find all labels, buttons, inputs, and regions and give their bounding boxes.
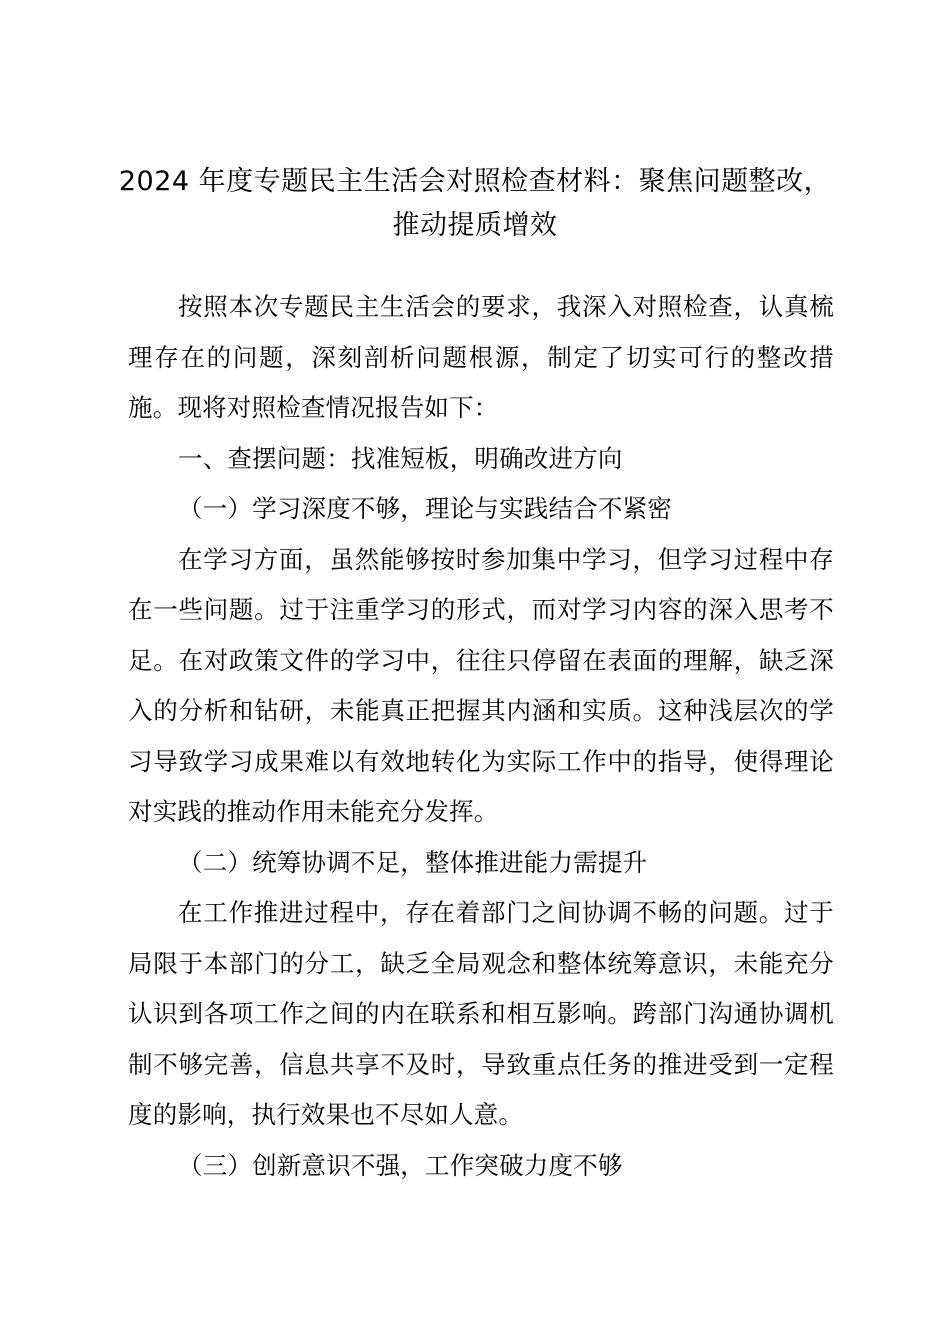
document-body (128, 282, 834, 1191)
subsection-paragraph-1: 在学习方面，虽然能够按时参加集中学习，但学习过程中存在一些问题。过于注重学习的形式，而对学习内容的深入思考不足。在对政策文件的学习中，往往只停留在表面的理解，缺乏深入的分析和钻研，未能真正把握其内涵和实质。这种浅层次的学习导致学习成果难以有效地转化为实际工作中的指导，使得理论对实践的推动作用未能充分发挥。 (128, 544, 834, 826)
section-heading-1: 一、查摆问题：找准短板，明确改进方向 (178, 443, 623, 473)
intro-paragraph: 按照本次专题民主生活会的要求，我深入对照检查，认真梳理存在的问题，深刻剖析问题根源，制定了切实可行的整改措施。现将对照检查情况报告如下： (128, 292, 834, 422)
subsection-paragraph-2: 在工作推进过程中，存在着部门之间协调不畅的问题。过于局限于本部门的分工，缺乏全局观念和整体统筹意识，未能充分认识到各项工作之间的内在联系和相互影响。跨部门沟通协调机制不够完善，信息共享不及时，导致重点任务的推进受到一定程度的影响，执行效果也不尽如人意。 (128, 898, 834, 1129)
document-title: 2024 年度专题民主生活会对照检查材料：聚焦问题整改，推动提质增效 (118, 166, 832, 241)
subsection-heading-3: （三）创新意识不强，工作突破力度不够 (178, 1150, 623, 1180)
subsection-heading-2: （二）统筹协调不足，整体推进能力需提升 (178, 847, 648, 877)
subsection-heading-1: （一）学习深度不够，理论与实践结合不紧密 (178, 494, 672, 523)
